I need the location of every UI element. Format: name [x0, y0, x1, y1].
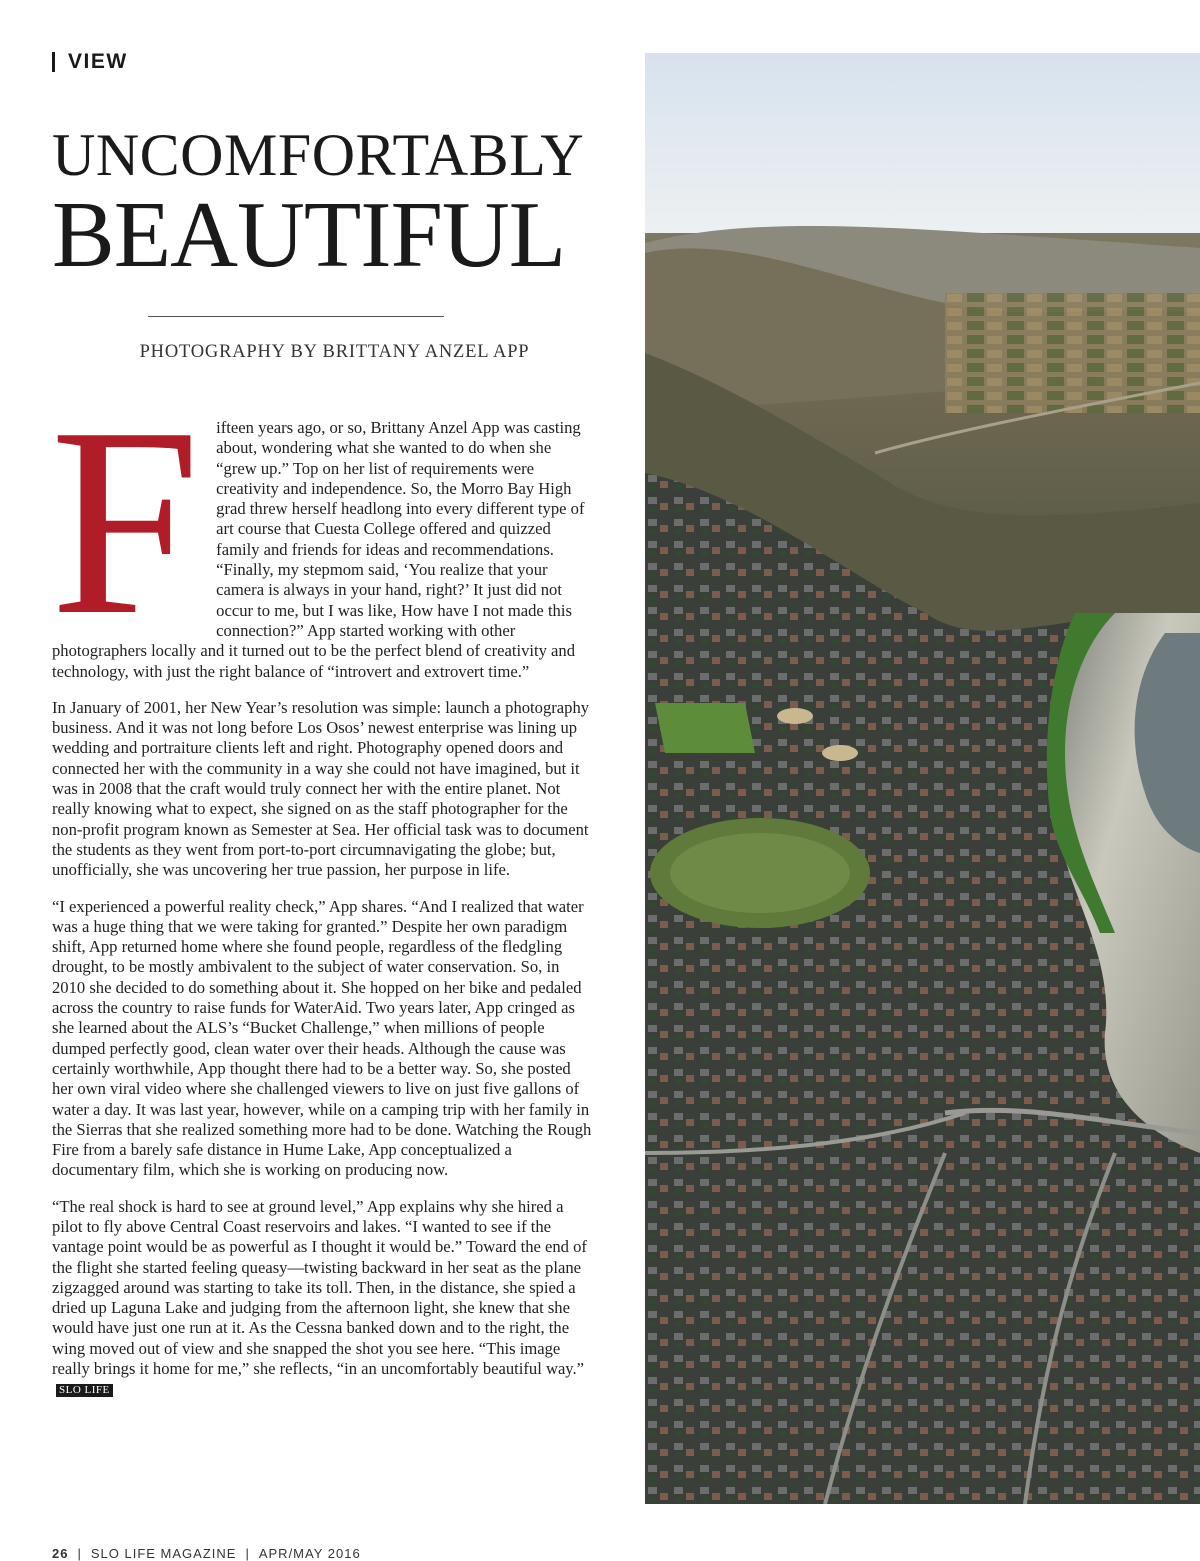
divider — [148, 316, 444, 317]
page-footer — [52, 1546, 361, 1561]
byline: PHOTOGRAPHY BY BRITTANY ANZEL APP — [139, 342, 530, 362]
section-tag — [52, 50, 128, 74]
magazine-name: SLO LIFE MAGAZINE — [90, 1546, 237, 1561]
footer-separator: | — [77, 1546, 82, 1561]
article-paragraph-3: “I experienced a powerful reality check,” App shares. “And I realized that water was a huge thing that we were taking for granted.” Despite her own paradigm shift, App returned home where she found people, regardless of the fledgling drought, to be mostly ambivalent to the subject of water conservation. So, in 2010 she decided to do something about it. She hopped on her bike and pedaled across the country to raise funds for WaterAid. Two years later, App cringed as she learned about the ALS’s “Bucket Challenge,” when millions of people dumped perfectly good, clean water over their heads. Although the cause was certainly worthwhile, App thought there had to be a better way. So, she posted her own viral video where she challenged viewers to live on just five gallons of water a day. It was last year, however, while on a camping trip with her family in the Sierras that she realized something more had to be done. Watching the Rough Fire from a barely safe distance in Hume Lake, App conceptualized a documentary film, which she is working on producing now. — [52, 896, 592, 1180]
headline-line1: UNCOMFORTABLY — [52, 122, 585, 188]
article-paragraph-1 — [50, 372, 592, 682]
section-label: VIEW — [68, 50, 128, 73]
issue-date: APR/MAY 2016 — [258, 1546, 361, 1561]
aerial-photo — [645, 53, 1200, 1504]
section-bar — [52, 52, 55, 72]
article-paragraph-2: In January of 2001, her New Year’s resolution was simple: launch a photography business. And it was not long before Los Osos’ newest enterprise was lining up wedding and portraiture clients left and right. Photography opened doors and connected her with the community in a way she could not have imagined, but it was in 2008 that the craft would truly connect her with the entire planet. Not really knowing what to expect, she signed on as the staff photographer for the non-profit program known as Semester at Sea. Her official task was to document the students as they went from port-to-port circumnavigating the globe; but, unofficially, she was uncovering her true passion, her purpose in life. — [52, 697, 590, 880]
article-body — [50, 372, 592, 1416]
paragraph-text: “The real shock is hard to see at ground level,” App explains why she hired a pilot to fly above Central Coast reservoirs and lakes. “I wanted to see if the vantage point would be as powerful as I thought it would be.” Toward the end of the flight she started feeling queasy—twisting backward in her seat as the plane zigzagged around was starting to take its toll. Then, in the distance, she spied a dried up Laguna Lake and judging from the afternoon light, she knew that she would have just one run at it. As the Cessna banked down and to the right, the wing moved out of view and she snapped the shot you see here. “This image really brings it home for me,” she reflects, “in an uncomfortably beautiful way.” — [52, 1196, 587, 1379]
page-number: 26 — [52, 1546, 69, 1561]
aerial-photo-illustration — [645, 53, 1200, 1504]
footer-separator: | — [245, 1546, 250, 1561]
headline — [52, 120, 617, 287]
headline-line2: BEAUTIFUL — [52, 183, 566, 287]
drop-cap: F — [50, 372, 201, 671]
end-mark: SLO LIFE — [56, 1384, 113, 1397]
article-paragraph-4 — [52, 1197, 592, 1400]
paragraph-text: ifteen years ago, or so, Brittany Anzel App was casting about, wondering what she wanted to do when she “grew up.” Top on her list of requirements were creativity and independence. So, the Morro Bay High grad threw herself headlong into every different type of art course that Cuesta College offered and quizzed family and friends for ideas and recommendations. “Finally, my stepmom said, ‘You realize that your camera is always in your hand, right?’ It just did not occur to me, but I was like, How have I not made this connection?” App started working with other photographers locally and it turned out to be the perfect blend of creativity and technology, with just the right balance of “introvert and extrovert time.” — [52, 418, 585, 681]
